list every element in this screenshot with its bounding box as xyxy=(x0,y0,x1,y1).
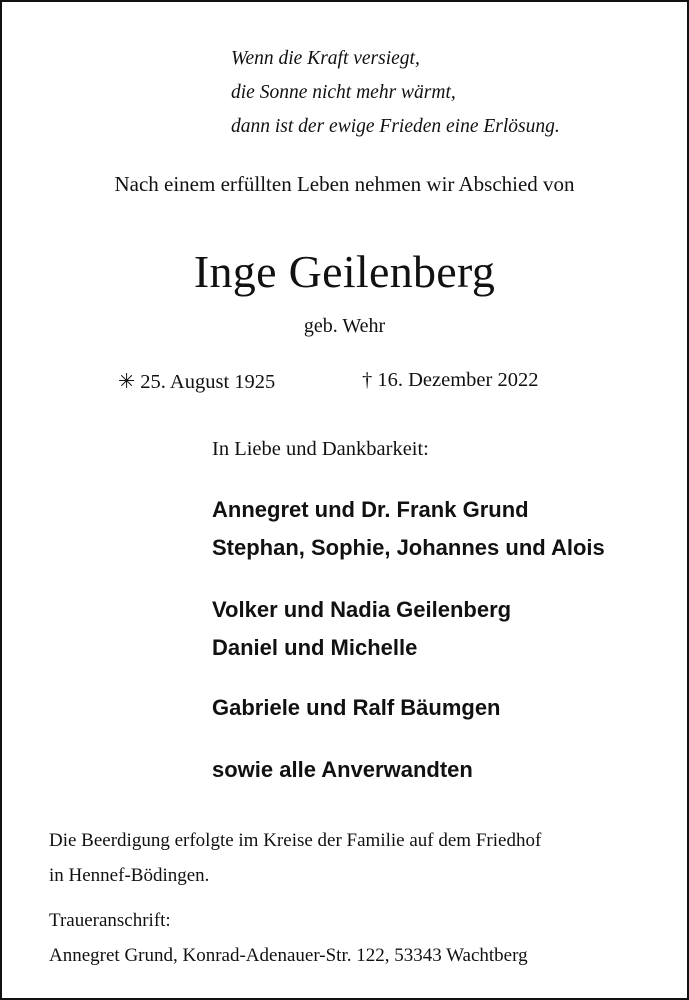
funeral-line: in Hennef-Bödingen. xyxy=(49,865,210,886)
intro-text: Nach einem erfüllten Leben nehmen wir Abschied von xyxy=(114,172,575,196)
poem-line: Wenn die Kraft versiegt, xyxy=(231,48,420,69)
birth-date: ✳ 25. August 1925 xyxy=(118,371,276,393)
address-label: Traueranschrift: xyxy=(49,910,171,931)
mourner-group xyxy=(212,689,501,727)
mourner-line: Gabriele und Ralf Bäumgen xyxy=(212,695,501,720)
deceased-name: Inge Geilenberg xyxy=(193,246,496,297)
mourner-line: Daniel und Michelle xyxy=(212,635,418,660)
funeral-notice xyxy=(49,823,541,893)
death-date: † 16. Dezember 2022 xyxy=(362,369,539,391)
mourner-group xyxy=(212,751,473,789)
mourner-line: sowie alle Anverwandten xyxy=(212,757,473,782)
thanks-heading: In Liebe und Dankbarkeit: xyxy=(212,438,429,460)
address-value: Annegret Grund, Konrad-Adenauer-Str. 122, 53343 Wachtberg xyxy=(49,945,528,966)
poem-line: dann ist der ewige Frieden eine Erlösung. xyxy=(231,116,560,137)
mourner-line: Stephan, Sophie, Johannes und Alois xyxy=(212,535,605,560)
mourner-line: Annegret und Dr. Frank Grund xyxy=(212,497,529,522)
mourner-group xyxy=(212,591,511,667)
mourner-line: Volker und Nadia Geilenberg xyxy=(212,597,512,622)
poem xyxy=(231,42,560,144)
condolence-address xyxy=(49,903,528,973)
funeral-line: Die Beerdigung erfolgte im Kreise der Familie auf dem Friedhof xyxy=(49,830,542,851)
poem-line: die Sonne nicht mehr wärmt, xyxy=(231,82,456,103)
mourner-group xyxy=(212,491,605,567)
maiden-name: geb. Wehr xyxy=(303,315,386,337)
